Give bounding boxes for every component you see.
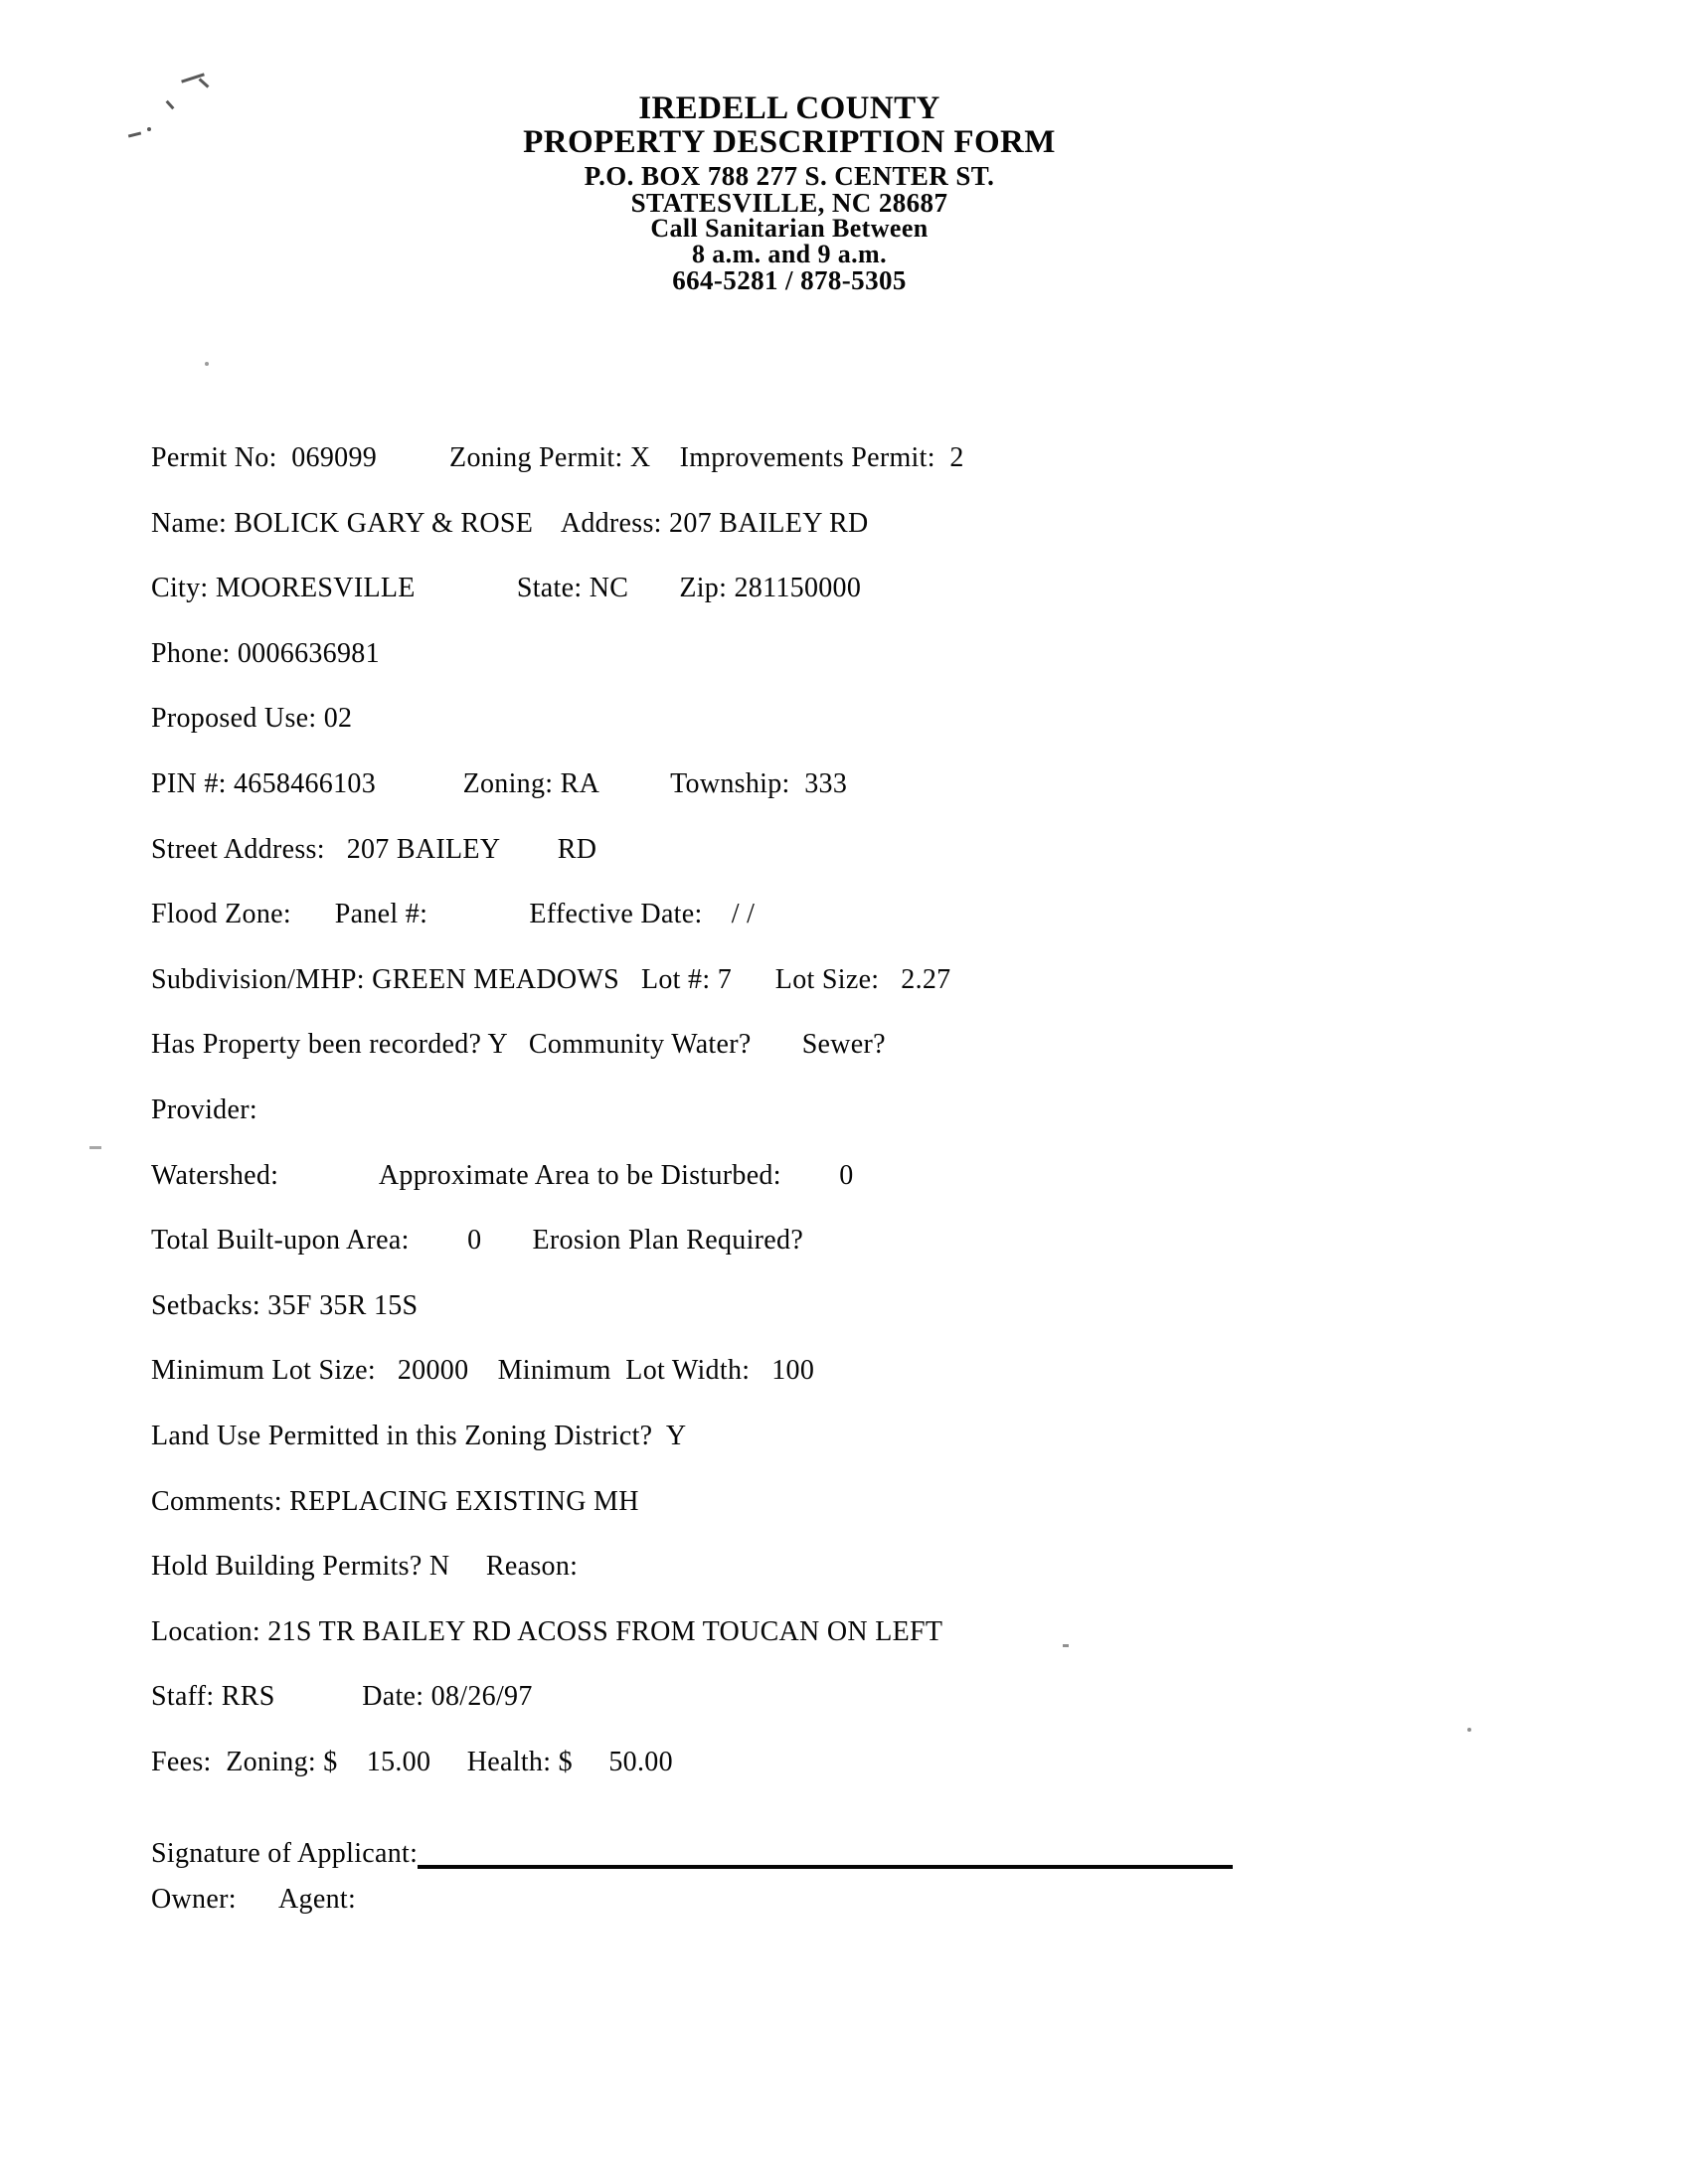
scan-artifact [147, 127, 151, 131]
form-line: Subdivision/MHP: GREEN MEADOWS Lot #: 7 Lot Size: 2.27 [151, 963, 951, 995]
header-city-line: STATESVILLE, NC 28687 [630, 188, 948, 218]
form-line: Setbacks: 35F 35R 15S [151, 1289, 419, 1321]
form-line: Provider: [151, 1093, 257, 1125]
form-title: PROPERTY DESCRIPTION FORM [523, 124, 1056, 160]
document-header [0, 92, 1579, 293]
scan-artifact [89, 1146, 101, 1149]
signature-row [151, 1834, 1233, 1874]
signature-label: Signature of Applicant: [151, 1838, 419, 1869]
form-line: Flood Zone: Panel #: Effective Date: / / [151, 899, 756, 930]
form-line: Minimum Lot Size: 20000 Minimum Lot Width: 100 [151, 1355, 815, 1387]
form-line: Land Use Permitted in this Zoning District? Y [151, 1420, 687, 1451]
scan-artifact [199, 78, 210, 87]
form-line: Comments: REPLACING EXISTING MH [151, 1485, 639, 1517]
form-line: Street Address: 207 BAILEY RD [151, 833, 597, 865]
form-line: Name: BOLICK GARY & ROSE Address: 207 BAILEY RD [151, 507, 869, 539]
scan-artifact [205, 362, 209, 366]
header-note-line1: Call Sanitarian Between [650, 214, 929, 243]
form-line: Has Property been recorded? Y Community Water? Sewer? [151, 1029, 886, 1061]
header-phone-line: 664-5281 / 878-5305 [672, 265, 907, 295]
form-line: Permit No: 069099 Zoning Permit: X Improvements Permit: 2 [151, 442, 964, 473]
form-line: City: MOORESVILLE State: NC Zip: 281150000 [151, 573, 862, 604]
county-title: IREDELL COUNTY [638, 90, 940, 126]
header-note-line2: 8 a.m. and 9 a.m. [691, 240, 888, 268]
form-line: Total Built-upon Area: 0 Erosion Plan Required? [151, 1225, 804, 1257]
scan-artifact [1467, 1728, 1471, 1732]
scan-artifact [1063, 1644, 1069, 1647]
form-line: Proposed Use: 02 [151, 703, 353, 735]
header-address-line: P.O. BOX 788 277 S. CENTER ST. [584, 161, 995, 191]
form-line: Staff: RRS Date: 08/26/97 [151, 1681, 533, 1713]
form-line: PIN #: 4658466103 Zoning: RA Township: 333 [151, 767, 848, 799]
form-line: Hold Building Permits? N Reason: [151, 1551, 579, 1583]
form-line: Location: 21S TR BAILEY RD ACOSS FROM TOUCAN ON LEFT [151, 1615, 943, 1647]
owner-agent-line: Owner: Agent: [151, 1884, 357, 1915]
form-line: Watershed: Approximate Area to be Disturbed: 0 [151, 1159, 854, 1191]
form-line: Fees: Zoning: $ 15.00 Health: $ 50.00 [151, 1746, 673, 1777]
form-line: Phone: 0006636981 [151, 637, 380, 669]
form-body [151, 425, 1654, 1794]
signature-blank-line [418, 1864, 1233, 1869]
